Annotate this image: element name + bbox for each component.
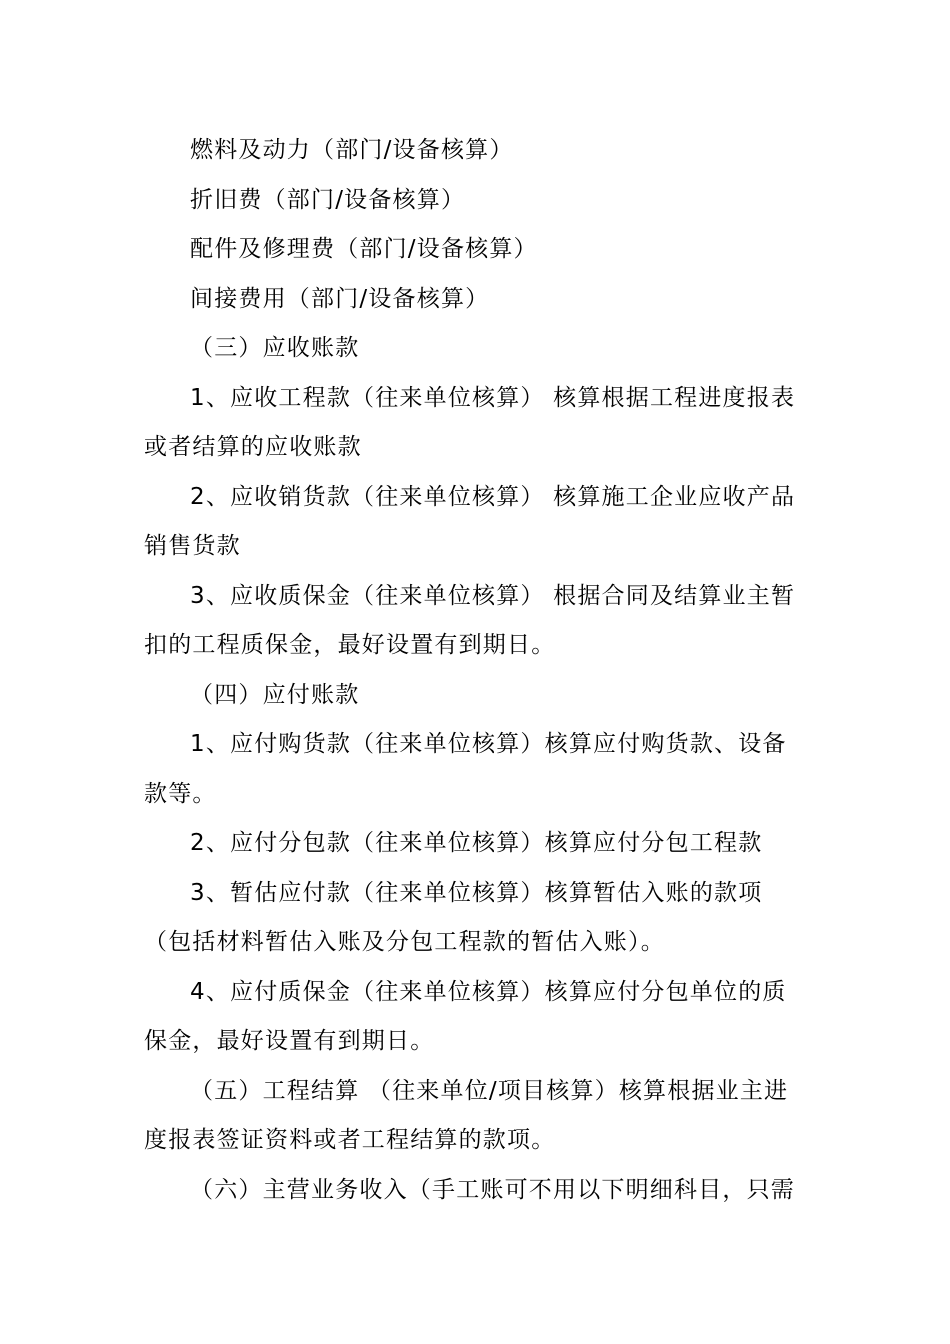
paragraph-receivable-1: 1、应收工程款（往来单位核算） 核算根据工程进度报表或者结算的应收账款 (144, 384, 796, 460)
paragraph-payable-1: 1、应付购货款（往来单位核算）核算应付购货款、设备款等。 (144, 731, 787, 807)
paragraph-payable-3: 3、暂估应付款（往来单位核算）核算暂估入账的款项（包括材料暂估入账及分包工程款的暂估入账）。 (144, 879, 763, 955)
heading-accounts-payable: （四）应付账款 (190, 681, 360, 708)
paragraph-payable-4: 4、应付质保金（往来单位核算）核算应付分包单位的质保金，最好设置有到期日。 (144, 978, 787, 1054)
paragraph-depreciation: 折旧费（部门/设备核算） (190, 186, 466, 213)
paragraph-receivable-2: 2、应收销货款（往来单位核算） 核算施工企业应收产品销售货款 (144, 483, 796, 559)
paragraph-project-settlement: （五）工程结算 （往来单位/项目核算）核算根据业主进度报表签证资料或者工程结算的款项。 (144, 1077, 789, 1153)
paragraph-fuel-power: 燃料及动力（部门/设备核算） (190, 137, 514, 163)
paragraph-parts-repair: 配件及修理费（部门/设备核算） (190, 236, 538, 262)
heading-accounts-receivable: （三）应收账款 (190, 335, 360, 361)
paragraph-indirect-cost: 间接费用（部门/设备核算） (190, 285, 490, 312)
document-body (144, 126, 810, 1215)
paragraph-receivable-3: 3、应收质保金（往来单位核算） 根据合同及结算业主暂扣的工程质保金，最好设置有到期日。 (144, 582, 796, 658)
paragraph-main-revenue: （六）主营业务收入（手工账可不用以下明细科目，只需 (190, 1176, 795, 1203)
paragraph-payable-2: 2、应付分包款（往来单位核算）核算应付分包工程款 (190, 830, 763, 856)
